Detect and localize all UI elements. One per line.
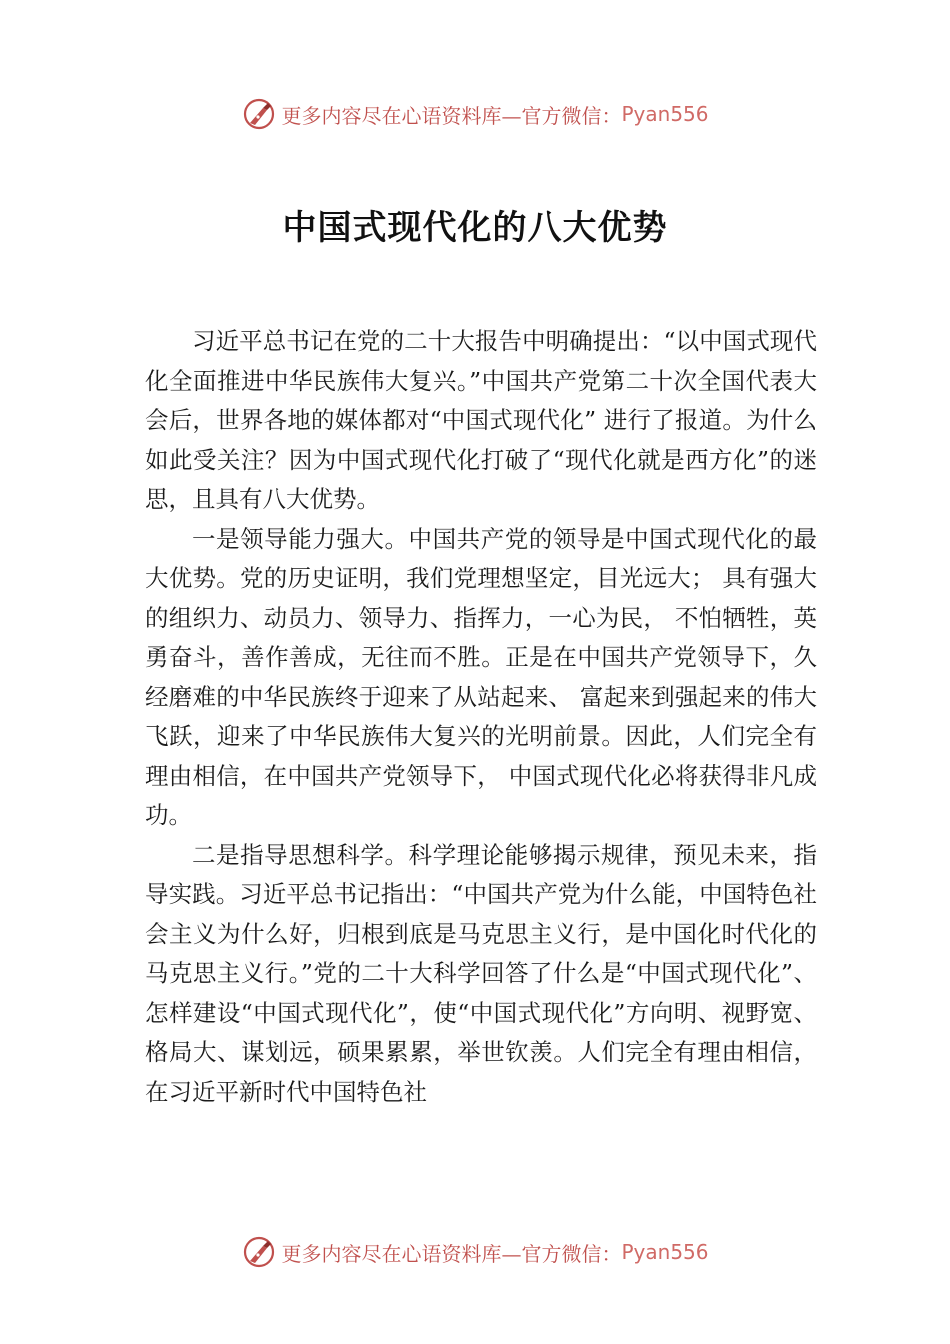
- paragraph: 习近平总书记在党的二十大报告中明确提出：“以中国式现代化全面推进中华民族伟大复兴。”中国共产党第二十次全国代表大会后，世界各地的媒体都对“中国式现代化” 进行了报道。为什么如此受关注？因为中国式现代化打破了“现代化就是西方化”的迷思，且具有八大优势。: [145, 327, 817, 513]
- banner-text: 更多内容尽在心语资料库—官方微信：: [281, 103, 622, 128]
- paragraph: 一是领导能力强大。中国共产党的领导是中国式现代化的最大优势。党的历史证明，我们党理想坚定，目光远大； 具有强大的组织力、动员力、领导力、指挥力，一心为民， 不怕牺牲，英勇奋斗，善作善成，无往而不胜。正是在中国共产党领导下，久经磨难的中华民族终于迎来了从站起来、 富起来到强起来的伟大飞跃，迎来了中华民族伟大复兴的光明前景。因此，人们完全有理由相信，在中国共产党领导下， 中国式现代化必将获得非凡成功。: [145, 524, 817, 829]
- wechat-id: Pyan556: [621, 102, 709, 126]
- paragraph: 二是指导思想科学。科学理论能够揭示规律，预见未来，指导实践。习近平总书记指出：“中国共产党为什么能，中国特色社会主义为什么好，归根到底是马克思主义行，是中国化时代化的马克思主义行。”党的二十大科学回答了什么是“中国式现代化”、怎样建设“中国式现代化”，使“中国式现代化”方向明、视野宽、格局大、谋划远，硕果累累，举世钦羡。人们完全有理由相信，在习近平新时代中国特色社: [145, 840, 817, 1106]
- footer-banner: [0, 1232, 950, 1272]
- document-body: [145, 322, 817, 1112]
- pen-nib-logo-icon: [241, 1234, 277, 1270]
- document-title: 中国式现代化的八大优势: [282, 208, 668, 248]
- wechat-id: Pyan556: [621, 1240, 709, 1264]
- pen-nib-logo-icon: [241, 96, 277, 132]
- header-banner: [0, 94, 950, 134]
- banner-text: 更多内容尽在心语资料库—官方微信：: [281, 1241, 622, 1266]
